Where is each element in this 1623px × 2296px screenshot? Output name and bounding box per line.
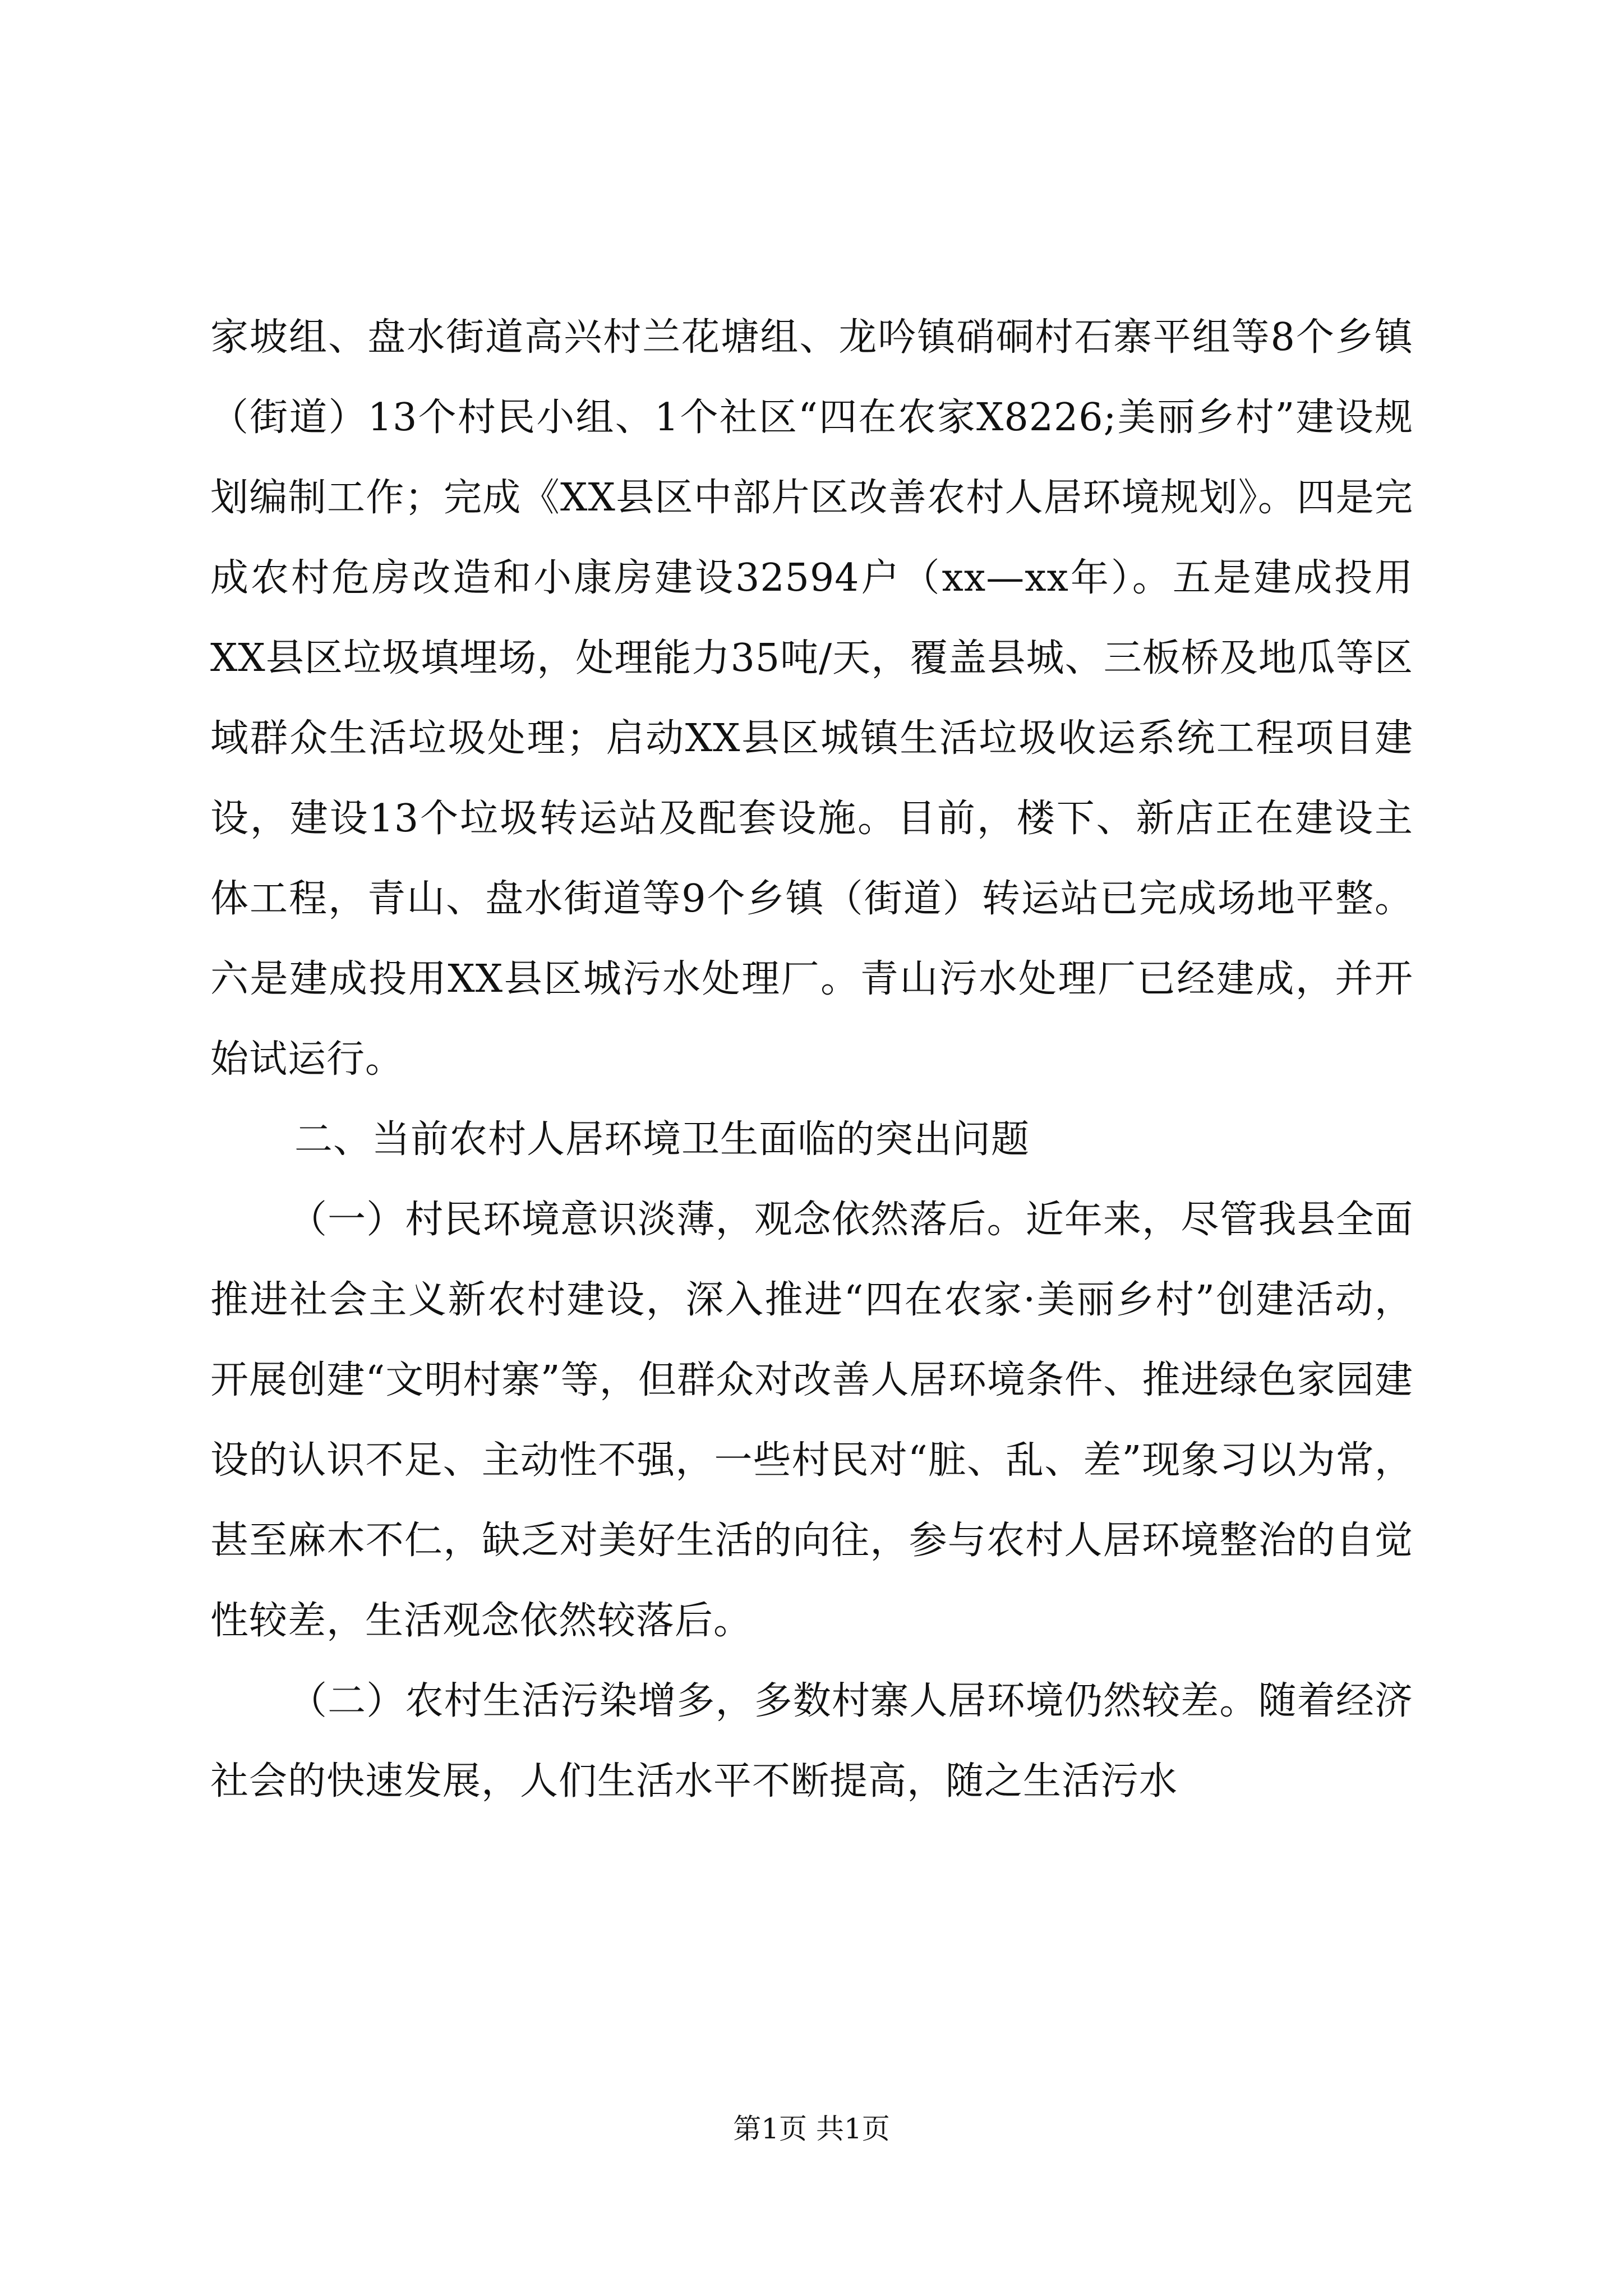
paragraph-item-2: （二）农村生活污染增多，多数村寨人居环境仍然较差。随着经济社会的快速发展，人们生活水平不断提高，随之生活污水 bbox=[210, 1679, 1413, 1803]
page-footer: 第1页 共1页 bbox=[733, 2113, 890, 2145]
document-body bbox=[210, 297, 1413, 1821]
paragraph-item-1: （一）村民环境意识淡薄，观念依然落后。近年来，尽管我县全面推进社会主义新农村建设，深入推进“四在农家·美丽乡村”创建活动，开展创建“文明村寨”等，但群众对改善人居环境条件、推进绿色家园建设的认识不足、主动性不强，一些村民对“脏、乱、差”现象习以为常，甚至麻木不仁，缺乏对美好生活的向往，参与农村人居环境整治的自觉性较差，生活观念依然较落后。 bbox=[210, 1198, 1413, 1643]
section-heading: 二、当前农村人居环境卫生面临的突出问题 bbox=[294, 1117, 1030, 1162]
paragraph-continuation: 家坡组、盘水街道高兴村兰花塘组、龙吟镇硝硐村石寨平组等8个乡镇（街道）13个村民小组、1个社区“四在农家X8226;美丽乡村”建设规划编制工作；完成《XX县区中部片区改善农村人居环境规划》。四是完成农村危房改造和小康房建设32594户（xx—xx年）。五是建成投用XX县区垃圾填埋场，处理能力35吨/天，覆盖县城、三板桥及地瓜等区域群众生活垃圾处理；启动XX县区城镇生活垃圾收运系统工程项目建设，建设13个垃圾转运站及配套设施。目前，楼下、新店正在建设主体工程，青山、盘水街道等9个乡镇（街道）转运站已完成场地平整。六是建成投用XX县区城污水处理厂。青山污水处理厂已经建成，并开始试运行。 bbox=[210, 315, 1413, 1082]
